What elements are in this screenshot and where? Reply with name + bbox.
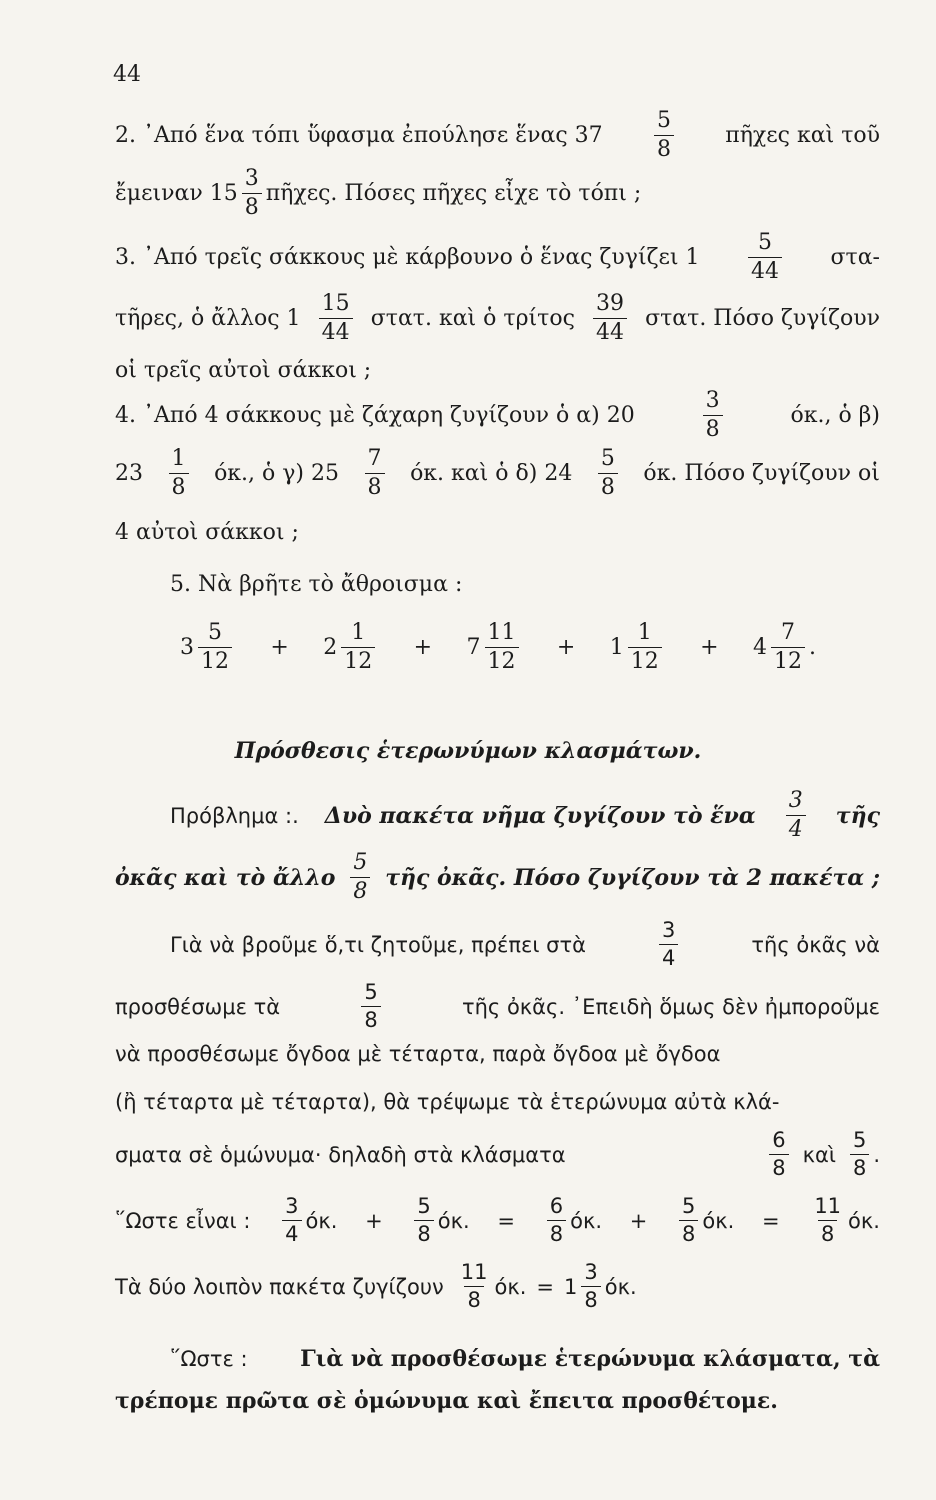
denominator: 8 — [547, 1220, 566, 1245]
heading-text: Πρόσθεσις ἑτερωνύμων κλασμάτων. — [234, 738, 702, 764]
numerator: 3 — [584, 1260, 598, 1284]
numerator: 3 — [788, 788, 803, 813]
text: οἱ τρεῖς αὐτοὶ σάκκοι ; — [115, 358, 372, 383]
numerator: 5 — [417, 1194, 431, 1218]
text: Δυὸ πακέτα νῆμα ζυγίζουν τὸ ἕνα — [324, 802, 756, 829]
problem-label: Πρόβλημα :. — [170, 803, 299, 828]
text: όκ., ὁ β) — [790, 403, 880, 428]
denominator: 8 — [361, 1006, 380, 1031]
denominator: 44 — [319, 318, 353, 344]
denominator: 8 — [350, 877, 370, 903]
exercise-5-sum — [180, 622, 816, 673]
problem-line-2 — [115, 852, 880, 903]
numerator: 39 — [596, 291, 624, 316]
fraction — [811, 1196, 844, 1245]
term — [278, 1196, 337, 1245]
unit: όκ. — [848, 1208, 880, 1233]
denominator: 8 — [581, 1286, 600, 1311]
whole: 1 — [564, 1274, 578, 1299]
mixed-number — [323, 622, 379, 673]
equation-line — [115, 1196, 880, 1245]
text: 3. ᾿Από τρεῖς σάκκους μὲ κάρβουνο ὁ ἕνας ζυγίζει 1 — [115, 245, 700, 270]
mixed-number — [753, 622, 816, 673]
text: όκ. καὶ ὁ δ) 24 — [410, 461, 573, 486]
text: προσθέσωμε τὰ — [115, 994, 281, 1019]
term — [543, 1196, 602, 1245]
fraction — [771, 622, 805, 673]
mixed-number — [180, 622, 236, 673]
fraction — [485, 622, 519, 673]
unit: όκ. — [604, 1274, 637, 1299]
term — [410, 1196, 469, 1245]
problem-line-1 — [170, 790, 880, 841]
fraction — [365, 448, 385, 499]
term — [807, 1196, 880, 1245]
unit: όκ. — [702, 1208, 735, 1233]
text: τῆς ὀκᾶς. ᾿Επειδὴ ὅμως δὲν ἠμποροῦμε — [461, 994, 880, 1019]
denominator: 4 — [282, 1220, 301, 1245]
text: όκ. Πόσο ζυγίζουν οἱ — [643, 461, 880, 486]
total-line — [115, 1262, 880, 1311]
fraction — [547, 1196, 566, 1245]
rule-line-1 — [170, 1346, 880, 1372]
whole: 4 — [753, 635, 767, 660]
unit: όκ. — [570, 1208, 602, 1233]
numerator: 7 — [781, 620, 795, 645]
numerator: 6 — [772, 1128, 786, 1152]
numerator: 5 — [852, 1128, 867, 1152]
denominator: 8 — [242, 193, 262, 219]
numerator: 5 — [208, 620, 222, 645]
equals-sign: = — [497, 1208, 516, 1233]
plus-sign: + — [556, 635, 576, 660]
solution-line-5 — [115, 1130, 880, 1179]
text: 2. ᾿Από ἕνα τόπι ὕφασμα ἐπούλησε ἕνας 37 — [115, 123, 603, 148]
text: (ἢ τέταρτα μὲ τέταρτα), θὰ τρέψωμε τὰ ἑτερώνυμα αὐτὰ κλά- — [115, 1090, 780, 1114]
term — [675, 1196, 734, 1245]
denominator: 8 — [850, 1154, 869, 1179]
fraction — [628, 622, 662, 673]
fractions-pair — [765, 1130, 880, 1179]
denominator: 8 — [598, 473, 618, 499]
text: 4 αὐτοὶ σάκκοι ; — [115, 520, 299, 545]
fraction — [654, 110, 674, 161]
denominator: 8 — [654, 135, 674, 161]
fraction — [850, 1130, 869, 1179]
numerator: 1 — [351, 620, 366, 645]
numerator: 1 — [171, 446, 186, 471]
fraction — [593, 293, 627, 344]
section-heading — [0, 738, 936, 764]
solution-line-2 — [115, 982, 880, 1031]
fraction — [350, 852, 370, 903]
text: Γιὰ νὰ βροῦμε ὅ,τι ζητοῦμε, πρέπει στὰ — [170, 932, 586, 957]
plus-sign: + — [629, 1208, 648, 1233]
numerator: 6 — [549, 1194, 564, 1218]
denominator: 44 — [593, 318, 627, 344]
fraction — [282, 1196, 301, 1245]
whole: 1 — [609, 635, 624, 660]
numerator: 5 — [600, 446, 615, 471]
numerator: 5 — [364, 980, 378, 1004]
unit: όκ. — [437, 1208, 470, 1233]
fraction — [361, 982, 380, 1031]
text: στατ. Πόσο ζυγίζουν — [645, 306, 880, 331]
fraction — [769, 1130, 788, 1179]
denominator: 12 — [485, 647, 519, 673]
rule-line-2 — [115, 1388, 880, 1414]
text: στα- — [830, 245, 880, 270]
exercise-4-line-2 — [115, 448, 880, 499]
denominator: 4 — [659, 944, 678, 969]
fraction — [242, 168, 262, 219]
text: πῆχες. Πόσες πῆχες εἶχε τὸ τόπι ; — [265, 181, 642, 206]
text: στατ. καὶ ὁ τρίτος — [370, 306, 575, 331]
text: ῞Ωστε εἶναι : — [115, 1208, 251, 1233]
solution-line-1 — [170, 920, 880, 969]
denominator: 8 — [464, 1286, 483, 1311]
numerator: 7 — [367, 446, 382, 471]
exercise-4-line-1 — [115, 390, 880, 441]
denominator: 12 — [628, 647, 662, 673]
fraction — [786, 790, 806, 841]
text: τῆς ὀκᾶς νὰ — [751, 932, 880, 957]
denominator: 4 — [786, 815, 806, 841]
numerator: 15 — [321, 291, 350, 316]
denominator: 8 — [769, 1154, 788, 1179]
exercise-4-line-3 — [115, 520, 880, 545]
text: 5. Νὰ βρῆτε τὸ ἄθροισμα : — [170, 572, 463, 597]
fraction — [198, 622, 232, 673]
fraction — [659, 920, 678, 969]
denominator: 8 — [365, 473, 385, 499]
exercise-3-line-1 — [115, 232, 880, 283]
denominator: 12 — [198, 647, 232, 673]
exercise-2-line-2 — [115, 168, 880, 219]
numerator: 5 — [353, 850, 368, 875]
denominator: 8 — [818, 1220, 837, 1245]
equals-sign: = — [762, 1208, 780, 1233]
text: νὰ προσθέσωμε ὄγδοα μὲ τέταρτα, παρὰ ὄγδοα μὲ ὄγδοα — [115, 1042, 721, 1066]
period: . — [873, 1142, 880, 1167]
fraction — [598, 448, 618, 499]
numerator: 5 — [656, 108, 671, 133]
numerator: 11 — [487, 620, 516, 645]
page-number: 44 — [113, 62, 141, 87]
equals-sign: = — [536, 1274, 555, 1299]
numerator: 3 — [705, 388, 720, 413]
fraction — [341, 622, 375, 673]
fraction — [581, 1262, 600, 1311]
rule-label: ῞Ωστε : — [170, 1347, 248, 1371]
text: πῆχες καὶ τοῦ — [725, 123, 880, 148]
fraction — [703, 390, 723, 441]
text: σματα σὲ ὁμώνυμα· δηλαδὴ στὰ κλάσματα — [115, 1142, 566, 1167]
text: τῆς — [835, 802, 880, 829]
solution-line-4 — [115, 1090, 880, 1114]
whole: 3 — [180, 635, 194, 660]
denominator: 8 — [414, 1220, 433, 1245]
text: τρέπομε πρῶτα σὲ ὁμώνυμα καὶ ἔπειτα προσθέτομε. — [115, 1388, 778, 1414]
plus-sign: + — [700, 635, 719, 660]
plus-sign: + — [413, 635, 433, 660]
fraction — [748, 232, 782, 283]
denominator: 12 — [771, 647, 805, 673]
mixed-number — [467, 622, 523, 673]
mixed-number — [610, 622, 666, 673]
unit: όκ. — [305, 1208, 338, 1233]
numerator: 5 — [682, 1194, 696, 1218]
numerator: 11 — [814, 1194, 842, 1218]
numerator: 3 — [285, 1194, 299, 1218]
text: ὀκᾶς καὶ τὸ ἄλλο — [115, 864, 336, 891]
text: Γιὰ νὰ προσθέσωμε ἑτερώνυμα κλάσματα, τὰ — [300, 1346, 880, 1372]
fraction — [458, 1262, 491, 1311]
text: τῆς ὀκᾶς. Πόσο ζυγίζουν τὰ 2 πακέτα ; — [385, 864, 880, 891]
text: 4. ᾿Από 4 σάκκους μὲ ζάχαρη ζυγίζουν ὁ α) 20 — [115, 403, 635, 428]
whole: 2 — [323, 635, 338, 660]
fraction — [169, 448, 189, 499]
text: καὶ — [802, 1142, 836, 1167]
solution-line-3 — [115, 1042, 880, 1066]
numerator: 5 — [758, 230, 773, 255]
numerator: 1 — [637, 620, 652, 645]
period: . — [809, 635, 816, 660]
unit: όκ. — [494, 1274, 527, 1299]
fraction — [319, 293, 353, 344]
fraction — [679, 1196, 698, 1245]
exercise-3-line-3 — [115, 358, 880, 383]
text: τῆρες, ὁ ἄλλος 1 — [115, 306, 301, 331]
numerator: 3 — [244, 166, 259, 191]
text: Τὰ δύο λοιπὸν πακέτα ζυγίζουν — [115, 1274, 444, 1299]
fraction — [414, 1196, 433, 1245]
text: 23 — [115, 461, 143, 486]
text: όκ., ὁ γ) 25 — [214, 461, 339, 486]
plus-sign: + — [270, 635, 289, 660]
numerator: 3 — [662, 918, 676, 942]
denominator: 8 — [169, 473, 189, 499]
denominator: 12 — [341, 647, 375, 673]
exercise-2-line-1 — [115, 110, 880, 161]
text: ἔμειναν 15 — [115, 181, 238, 206]
plus-sign: + — [365, 1208, 383, 1233]
denominator: 44 — [748, 257, 782, 283]
exercise-5-line-1 — [170, 572, 880, 597]
denominator: 8 — [679, 1220, 698, 1245]
denominator: 8 — [703, 415, 723, 441]
whole: 7 — [466, 635, 481, 660]
exercise-3-line-2 — [115, 293, 880, 344]
numerator: 11 — [460, 1260, 488, 1284]
